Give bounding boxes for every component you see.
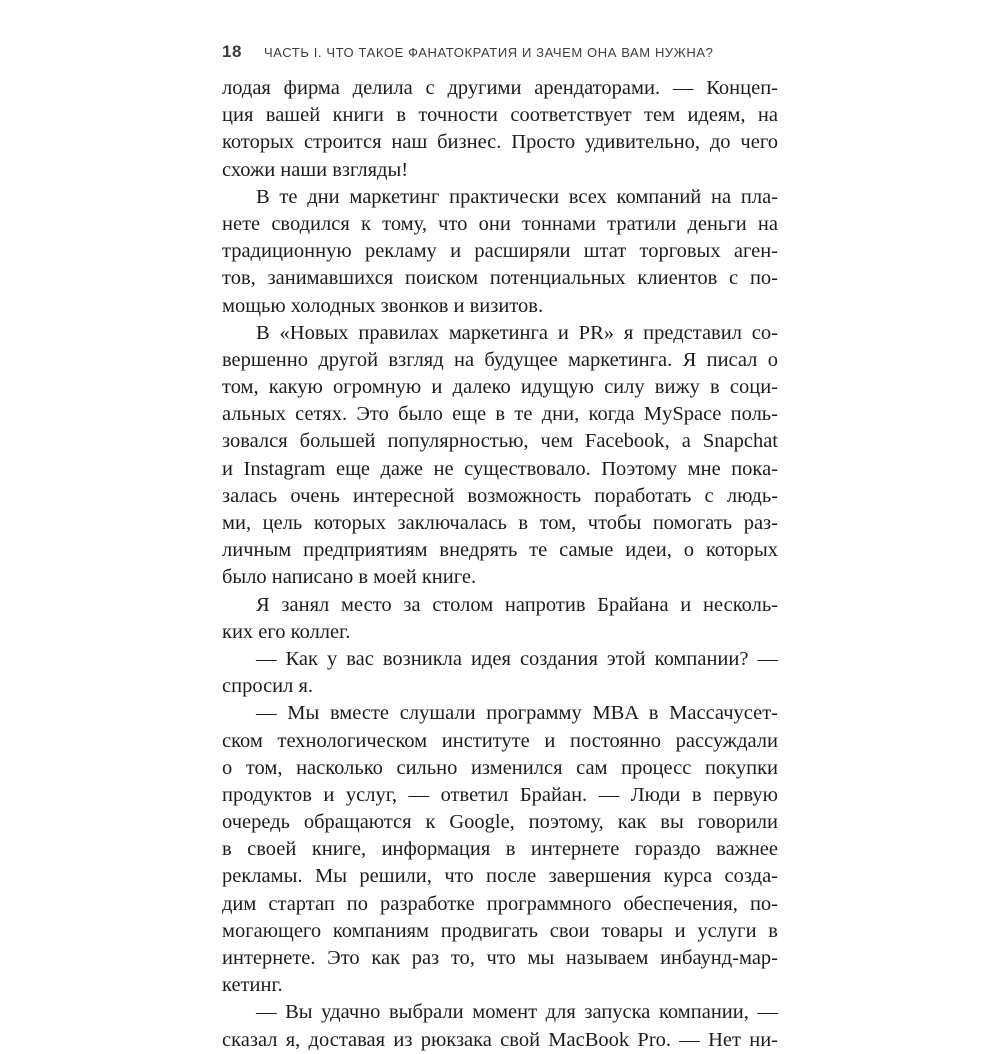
text-line: которых строится наш бизнес. Просто удивительно, до чего — [222, 131, 778, 154]
text-line: — Вы удачно выбрали момент для запуска компании, — — [256, 1001, 778, 1024]
text-line: о том, насколько сильно изменился сам процесс покупки — [222, 756, 778, 779]
body-text — [222, 75, 778, 1054]
text-line: и Instagram еще даже не существовало. Поэтому мне пока- — [222, 457, 778, 480]
running-head — [222, 40, 778, 66]
text-line: спросил я. — [222, 675, 314, 698]
text-line: ском технологическом институте и постоянно рассуждали — [222, 729, 778, 752]
text-line: мощью холодных звонков и визитов. — [222, 294, 544, 317]
text-line: тов, занимавшихся поиском потенциальных клиентов с по- — [222, 267, 778, 290]
text-line: кетинг. — [222, 974, 283, 997]
text-line: интернете. Это как раз то, что мы называем инбаунд-мар- — [222, 947, 778, 969]
text-line: — Мы вместе слушали программу MBA в Массачусет- — [256, 702, 778, 725]
text-line: рекламы. Мы решили, что после завершения курса созда- — [222, 865, 778, 888]
section-title: ЧАСТЬ I. ЧТО ТАКОЕ ФАНАТОКРАТИЯ И ЗАЧЕМ ОНА ВАМ НУЖНА? — [264, 45, 714, 60]
text-line: могающего компаниям продвигать свои товары и услуги в — [222, 919, 778, 942]
text-line: продуктов и услуг, — ответил Брайан. — Люди в первую — [222, 783, 778, 806]
text-line: Я занял место за столом напротив Брайана и несколь- — [256, 593, 778, 616]
text-line: В те дни маркетинг практически всех компаний на пла- — [256, 185, 778, 208]
book-page — [222, 40, 778, 1051]
text-line: том, какую огромную и далеко идущую силу вижу в соци- — [222, 376, 778, 399]
text-line: схожи наши взгляды! — [222, 158, 409, 181]
text-line: очередь обращаются к Google, поэтому, как вы говорили — [222, 811, 778, 834]
text-line: дим стартап по разработке программного обеспечения, по- — [222, 892, 778, 915]
text-line: традиционную рекламу и расширяли штат торговых аген- — [222, 240, 778, 263]
text-line: было написано в моей книге. — [222, 566, 477, 589]
text-line: ких его коллег. — [222, 620, 351, 643]
text-line: залась очень интересной возможность поработать с людь- — [222, 484, 778, 507]
text-line: сказал я, доставая из рюкзака свой MacBook Pro. — Нет ни- — [222, 1028, 778, 1051]
text-line: личным предприятиям внедрять те самые идеи, о которых — [222, 539, 778, 562]
text-line: ция вашей книги в точности соответствует тем идеям, на — [222, 104, 778, 127]
text-line: — Как у вас возникла идея создания этой компании? — — [256, 647, 778, 670]
text-line: лодая фирма делила с другими арендаторами. — Концеп- — [222, 77, 778, 99]
text-line: вершенно другой взгляд на будущее маркетинга. Я писал о — [222, 348, 778, 371]
text-line: ми, цель которых заключалась в том, чтобы помогать раз- — [222, 512, 778, 534]
page-number: 18 — [222, 42, 242, 61]
text-line: нете сводился к тому, что они тоннами тратили деньги на — [222, 212, 778, 235]
text-line: В «Новых правилах маркетинга и PR» я представил со- — [256, 321, 778, 344]
text-line: зовался большей популярностью, чем Facebook, а Snapchat — [222, 430, 778, 453]
text-line: в своей книге, информация в интернете гораздо важнее — [222, 838, 778, 861]
text-line: альных сетях. Это было еще в те дни, когда MySpace поль- — [222, 403, 778, 426]
